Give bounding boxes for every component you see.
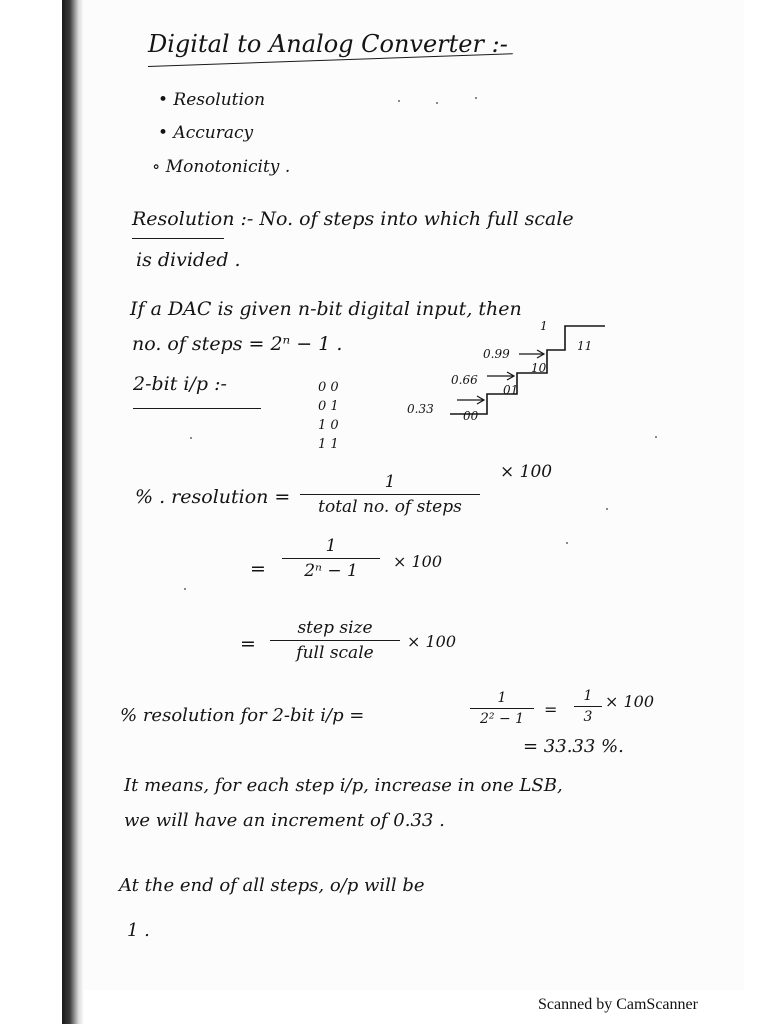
fraction-two-bit [470, 690, 534, 727]
resolution-heading-underline [132, 238, 224, 239]
paper-speck [475, 97, 477, 99]
paper-speck [606, 508, 608, 510]
fraction-numerator: 1 [583, 688, 593, 704]
paper-speck [190, 437, 192, 439]
fraction-denominator: 2ⁿ − 1 [304, 561, 358, 581]
binary-code: 0 1 [318, 399, 339, 414]
fraction-bar [270, 640, 400, 641]
explanation-line-1: It means, for each step i/p, increase in one LSB, [124, 775, 563, 796]
multiplier-text: × 100 [393, 552, 443, 571]
two-bit-input-label: 2-bit i/p :- [133, 373, 227, 395]
level-label: 0.33 [407, 402, 434, 416]
binary-code: 0 0 [318, 380, 339, 395]
level-label: 0.66 [451, 373, 478, 387]
step-code-label: 01 [503, 383, 519, 397]
binary-code-list [318, 378, 339, 454]
paper-speck [655, 436, 657, 438]
binary-code: 1 0 [318, 418, 339, 433]
resolution-definition-line-1: Resolution :- No. of steps into which full scale [132, 208, 574, 230]
fraction-numerator: 1 [384, 472, 396, 492]
example-resolution-line: % resolution for 2-bit i/p = [120, 705, 365, 726]
page-binding-edge [62, 0, 84, 1024]
fraction-steps [300, 472, 480, 517]
bullet-item-monotonicity: ∘ Monotonicity . [152, 157, 291, 177]
paper-speck [436, 102, 438, 104]
page-title: Digital to Analog Converter :- [148, 30, 508, 58]
bullet-item-resolution: • Resolution [158, 90, 266, 110]
paper-speck [184, 588, 186, 590]
equals-sign: = [250, 558, 266, 580]
paper-speck [398, 100, 400, 102]
resolution-input-line: If a DAC is given n-bit digital input, then [130, 298, 522, 320]
fraction-power [282, 536, 380, 581]
level-label: 0.99 [483, 347, 510, 361]
fraction-denominator: 2² − 1 [479, 711, 525, 727]
explanation-line-2: we will have an increment of 0.33 . [124, 810, 445, 831]
equals-sign: = [544, 700, 558, 719]
step-code-label: 10 [531, 361, 547, 375]
fraction-denominator: 3 [583, 709, 593, 725]
fraction-step-size [270, 618, 400, 663]
fraction-bar [470, 708, 534, 709]
fraction-bar [300, 494, 480, 495]
fraction-denominator: full scale [296, 643, 374, 663]
fraction-bar [574, 706, 602, 707]
percent-resolution-label: % . resolution = [135, 486, 291, 508]
bullet-item-accuracy: • Accuracy [158, 123, 254, 143]
step-code-label: 00 [463, 409, 479, 423]
steps-formula-line: no. of steps = 2ⁿ − 1 . [132, 333, 343, 355]
two-bit-label-underline [133, 408, 261, 409]
fraction-denominator: total no. of steps [318, 497, 462, 517]
paper-speck [566, 542, 568, 544]
conclusion-line-1: At the end of all steps, o/p will be [119, 875, 425, 896]
multiplier-text: × 100 [407, 632, 457, 651]
multiplier-text: × 100 [605, 692, 655, 711]
fraction-numerator: 1 [325, 536, 337, 556]
conclusion-line-2: 1 . [127, 920, 150, 941]
fraction-numerator: 1 [497, 690, 507, 706]
multiplier-text: × 100 [500, 462, 553, 482]
example-result: = 33.33 %. [523, 736, 624, 757]
step-code-label: 11 [577, 339, 593, 353]
resolution-definition-line-2: is divided . [136, 249, 241, 271]
level-label: 1 [540, 319, 548, 333]
staircase-diagram [395, 312, 625, 427]
equals-sign: = [240, 633, 256, 655]
fraction-numerator: step size [297, 618, 373, 638]
fraction-one-third [574, 688, 602, 725]
fraction-bar [282, 558, 380, 559]
scanner-watermark: Scanned by CamScanner [538, 996, 698, 1013]
binary-code: 1 1 [318, 437, 339, 452]
